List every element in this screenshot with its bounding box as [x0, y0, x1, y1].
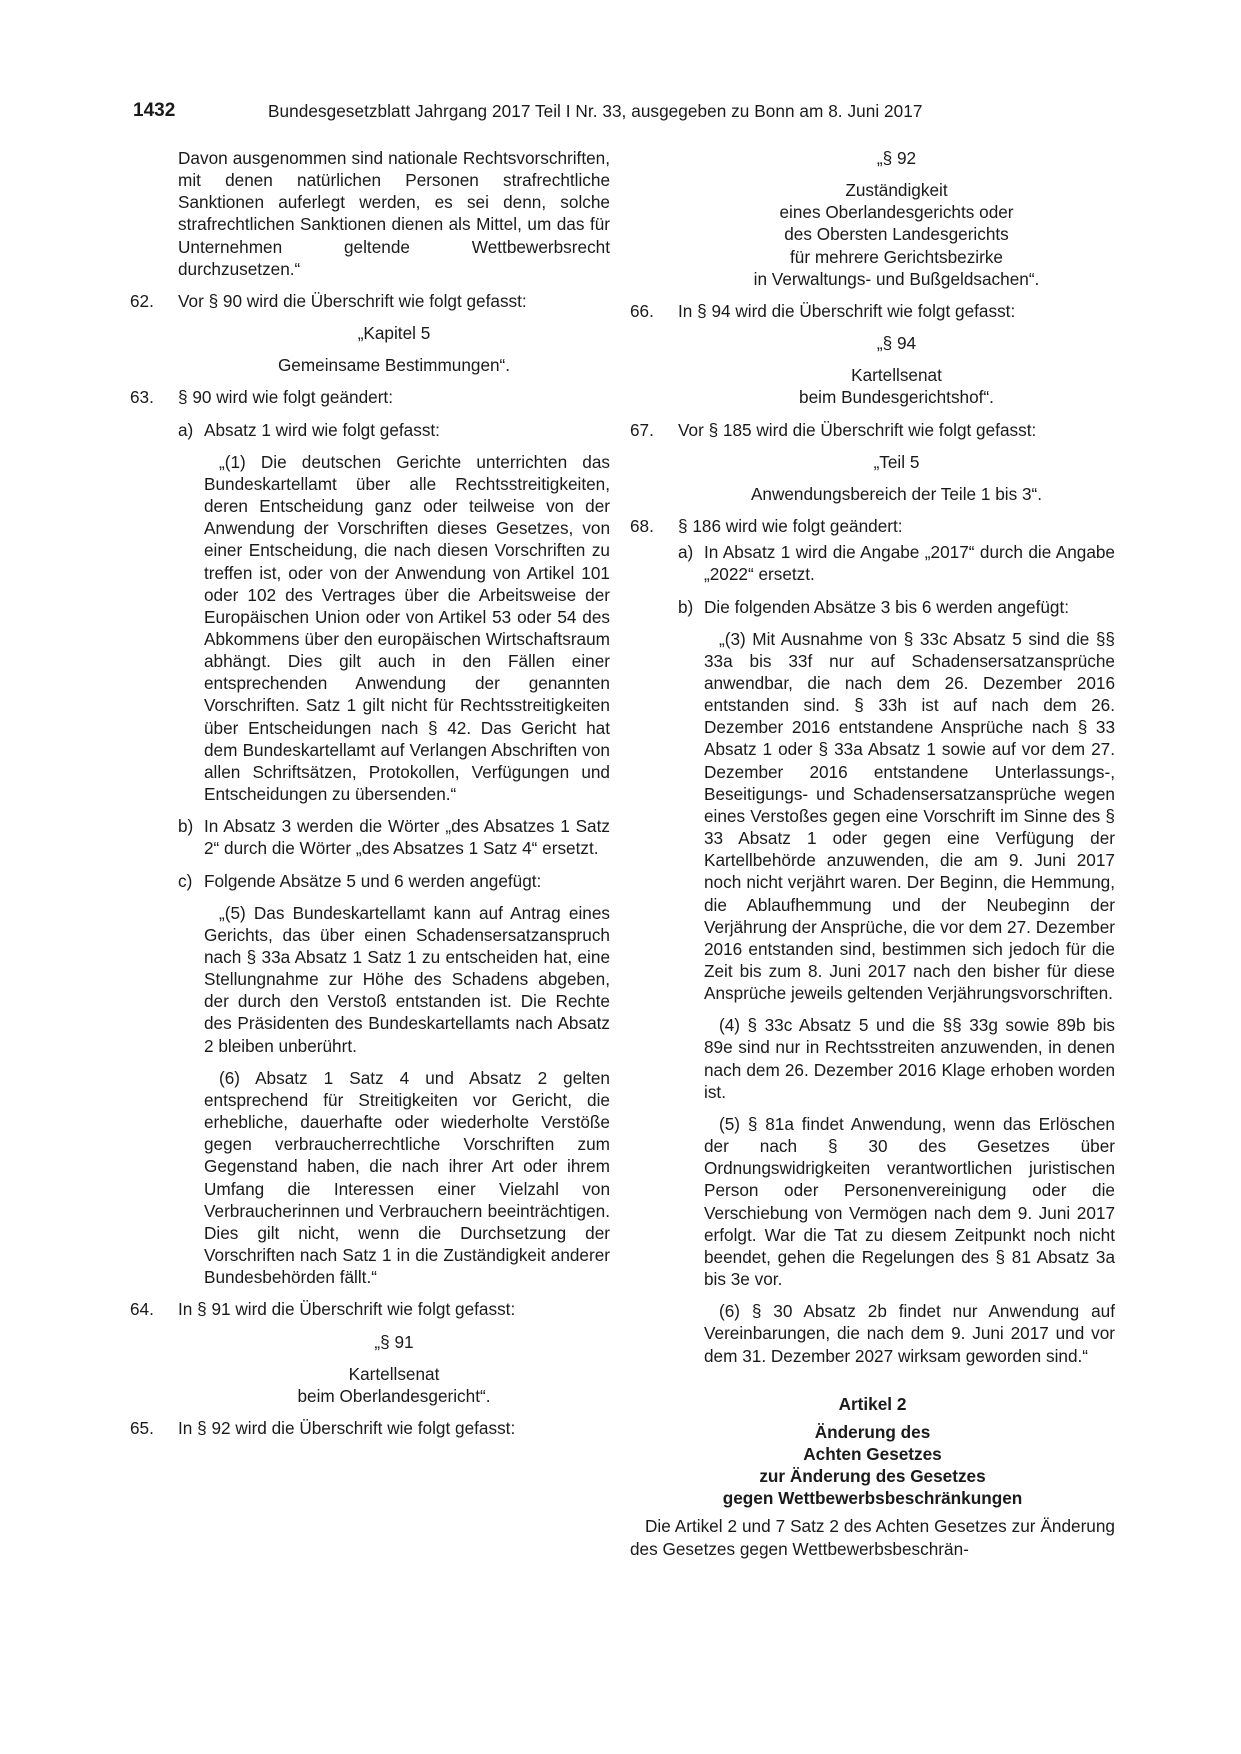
item-67 [630, 419, 1115, 441]
continuation-paragraph: Davon ausgenommen sind nationale Rechtsvorschriften, mit denen natürlichen Personen strafrechtliche Sanktionen auferlegt werden, es sei denn, solche strafrechtlichen Sanktionen dienen als Mittel, um das für Unternehmen geltende Wettbewerbsrecht durchzusetzen.“ [178, 148, 610, 279]
quoted-heading: „§ 94 [876, 333, 917, 354]
subitem-text: Die folgenden Absätze 3 bis 6 werden angefügt: [704, 596, 1070, 617]
item-text: In § 91 wird die Überschrift wie folgt gefasst: [178, 1299, 516, 1320]
subitem-text: In Absatz 3 werden die Wörter „des Absatzes 1 Satz 2“ durch die Wörter „des Absatzes 1 Satz 4“ ersetzt. [204, 816, 610, 859]
item-number: 66. [630, 300, 654, 321]
item-text: Vor § 185 wird die Überschrift wie folgt gefasst: [678, 419, 1037, 440]
item-number: 62. [130, 290, 154, 311]
subitem-label: a) [678, 542, 694, 563]
item-number: 64. [130, 1299, 154, 1320]
subitem-label: a) [178, 419, 194, 440]
subitem-label: b) [178, 816, 194, 837]
quoted-heading: eines Oberlandesgerichts oder [779, 202, 1014, 223]
article-body: Die Artikel 2 und 7 Satz 2 des Achten Gesetzes zur Änderung des Gesetzes gegen Wettbewerbsbeschrän- [630, 1516, 1115, 1559]
subitem-text: In Absatz 1 wird die Angabe „2017“ durch die Angabe „2022“ ersetzt. [704, 542, 1115, 585]
quoted-heading: „Kapitel 5 [357, 323, 431, 344]
page-number: 1432 [133, 100, 176, 121]
quoted-paragraph: (6) Absatz 1 Satz 4 und Absatz 2 gelten entsprechend für Streitigkeiten vor Gericht, die erhebliche, dauerhafte oder wiederholte Verstöße gegen verbraucherrechtliche Vorschriften zum Gegenstand haben, die nach ihrer Art oder ihrem Umfang die Interessen einer Vielzahl von Verbraucherinnen und Verbrauchern beeinträchtigen. Dies gilt nicht, wenn die Durchsetzung der Vorschriften nach Satz 1 in die Zuständigkeit anderer Bundesbehörden fällt.“ [204, 1067, 610, 1288]
article-title: zur Änderung des Gesetzes [759, 1466, 986, 1487]
quoted-heading: Kartellsenat [348, 1363, 440, 1384]
quoted-paragraph: (5) § 81a findet Anwendung, wenn das Erlöschen der nach § 30 des Gesetzes über Ordnungswidrigkeiten verantwortlichen juristischen Person oder Personenvereinigung oder die Verschiebung von Vermögen nach dem 9. Juni 2017 erfolgt. War die Tat zu diesem Zeitpunkt noch nicht beendet, gehen die Regelungen des § 81 Absatz 3a bis 3e vor. [704, 1113, 1115, 1290]
quoted-heading: für mehrere Gerichtsbezirke [789, 246, 1003, 267]
subitem-label: c) [178, 870, 193, 891]
item-text: In § 94 wird die Überschrift wie folgt gefasst: [678, 300, 1016, 321]
subitem-a [178, 419, 610, 441]
item-62 [130, 290, 610, 312]
quoted-heading: Zuständigkeit [845, 180, 948, 201]
quoted-paragraph: „(5) Das Bundeskartellamt kann auf Antrag eines Gerichts, das über einen Schadensersatzanspruch nach § 33a Absatz 1 Satz 1 zu entscheiden hat, eine Stellungnahme zur Höhe des Schadens abgeben, der durch den Verstoß entstanden ist. Die Rechte des Präsidenten des Bundeskartellamts nach Absatz 2 bleiben unberührt. [204, 902, 610, 1056]
item-number: 68. [630, 516, 654, 537]
right-column [630, 147, 1115, 1560]
quoted-paragraph: (4) § 33c Absatz 5 und die §§ 33g sowie 89b bis 89e sind nur in Rechtsstreiten anzuwenden, in denen nach dem 26. Dezember 2016 Klage erhoben worden ist. [704, 1015, 1115, 1102]
quoted-heading: „§ 91 [374, 1331, 414, 1352]
subitem-b [678, 596, 1115, 618]
quoted-heading: beim Bundesgerichtshof“. [799, 387, 994, 408]
quoted-paragraph: „(1) Die deutschen Gerichte unterrichten das Bundeskartellamt über alle Rechtsstreitigkeiten, deren Entscheidung ganz oder teilweise von der Anwendung der Vorschriften dieses Gesetzes, von einer Entscheidung, die nach diesen Vorschriften zu treffen ist, oder von der Anwendung von Artikel 101 oder 102 des Vertrages über die Arbeitsweise der Europäischen Union oder von Artikel 53 oder 54 des Abkommens über den europäischen Wirtschaftsraum abhängt. Dies gilt auch in den Fällen einer entsprechenden Anwendung der genannten Vorschriften. Satz 1 gilt nicht für Rechtsstreitigkeiten über Entscheidungen nach § 42. Das Gericht hat dem Bundeskartellamt auf Verlangen Abschriften von allen Schriftsätzen, Protokollen, Verfügungen und Entscheidungen zu übersenden.“ [204, 451, 610, 805]
left-column [130, 147, 610, 1439]
item-text: In § 92 wird die Überschrift wie folgt gefasst: [178, 1417, 516, 1438]
quoted-heading: Gemeinsame Bestimmungen“. [277, 355, 511, 376]
item-65 [130, 1417, 610, 1439]
item-66 [630, 300, 1115, 322]
quoted-heading: des Obersten Landesgerichts [784, 224, 1009, 245]
quoted-heading: Anwendungsbereich der Teile 1 bis 3“. [750, 483, 1043, 504]
quoted-heading: in Verwaltungs- und Bußgeldsachen“. [753, 268, 1040, 289]
item-number: 67. [630, 419, 654, 440]
item-64 [130, 1298, 610, 1320]
article-title: Achten Gesetzes [803, 1443, 942, 1464]
quoted-heading: beim Oberlandesgericht“. [297, 1385, 491, 1406]
subitem-b [178, 815, 610, 859]
item-63 [130, 386, 610, 408]
subitem-label: b) [678, 596, 694, 617]
item-text: Vor § 90 wird die Überschrift wie folgt gefasst: [178, 290, 527, 311]
subitem-text: Absatz 1 wird wie folgt gefasst: [204, 419, 440, 440]
article-title: gegen Wettbewerbsbeschränkungen [722, 1488, 1023, 1509]
item-number: 65. [130, 1417, 154, 1438]
quoted-paragraph: „(3) Mit Ausnahme von § 33c Absatz 5 sind die §§ 33a bis 33f nur auf Schadensersatzansprüche anwendbar, die nach dem 26. Dezember 2016 entstanden sind. § 33h ist auf nach dem 26. Dezember 2016 entstandene Ansprüche nach § 33 Absatz 1 oder § 33a Absatz 1 sowie auf vor dem 27. Dezember 2016 entstandene Unterlassungs-, Beseitigungs- und Schadensersatzansprüche wegen eines Verstoßes gegen eine Vorschrift im Sinne des § 33 Absatz 1 oder gegen eine Verfügung der Kartellbehörde anzuwenden, die am 9. Juni 2017 noch nicht verjährt waren. Der Beginn, die Hemmung, die Ablaufhemmung und der Neubeginn der Verjährung der Ansprüche, die vor dem 27. Dezember 2016 entstanden sind, bestimmen sich jedoch für die Zeit bis zum 8. Juni 2017 nach den bisher für diese Ansprüche jeweils geltenden Verjährungsvorschriften. [704, 628, 1115, 1004]
item-text: § 90 wird wie folgt geändert: [178, 387, 393, 408]
quoted-paragraph: (6) § 30 Absatz 2b findet nur Anwendung auf Vereinbarungen, die nach dem 9. Juni 2017 und vor dem 31. Dezember 2027 wirksam geworden sind.“ [704, 1301, 1115, 1366]
quoted-heading: Kartellsenat [851, 365, 942, 386]
item-text: § 186 wird wie folgt geändert: [678, 516, 903, 537]
item-number: 63. [130, 387, 154, 408]
subitem-text: Folgende Absätze 5 und 6 werden angefügt: [204, 870, 542, 891]
article-title: Änderung des [814, 1421, 931, 1442]
item-68 [630, 515, 1115, 537]
quoted-heading: „§ 92 [876, 148, 917, 168]
gazette-title: Bundesgesetzblatt Jahrgang 2017 Teil I Nr. 33, ausgegeben zu Bonn am 8. Juni 2017 [268, 101, 923, 121]
subitem-a [678, 541, 1115, 585]
quoted-heading: „Teil 5 [873, 451, 920, 472]
article-heading: Artikel 2 [838, 1393, 907, 1414]
page-header [133, 100, 1113, 130]
subitem-c [178, 870, 610, 892]
